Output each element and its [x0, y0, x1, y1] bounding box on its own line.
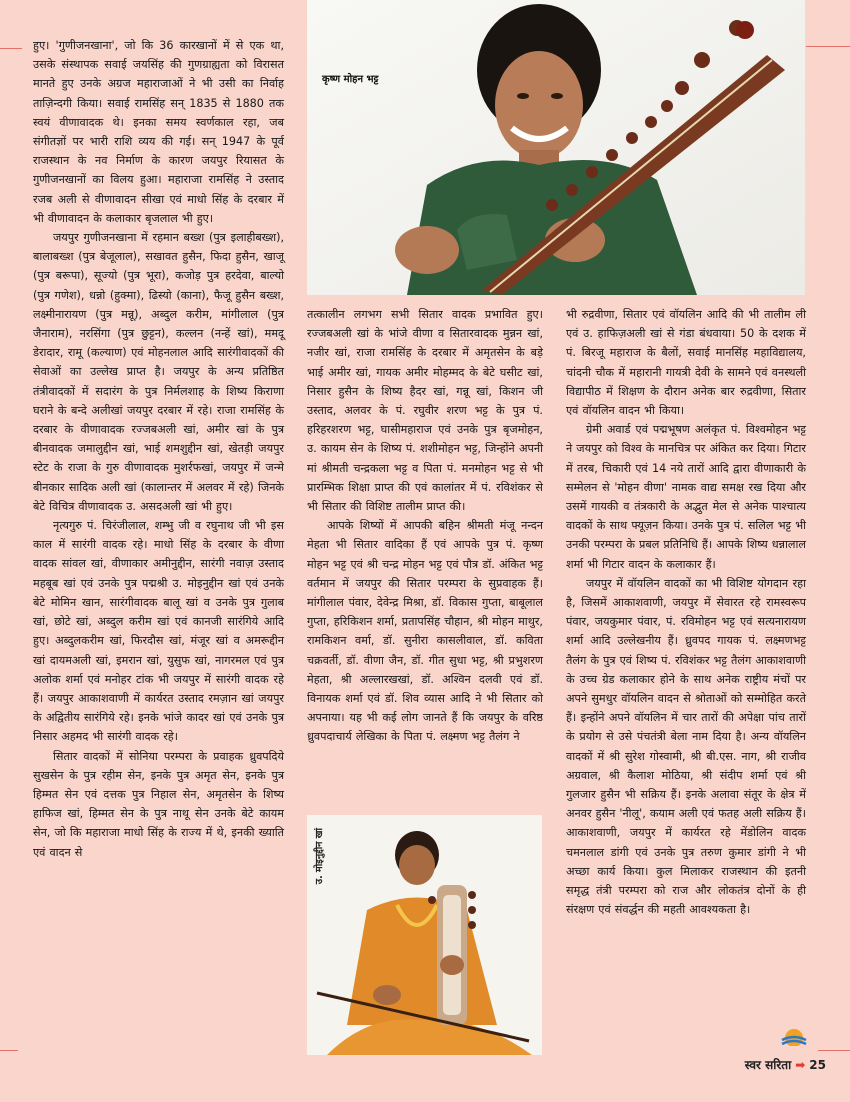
- right-edge-rule-bottom: [818, 1050, 850, 1051]
- sitar-player-illustration: [307, 0, 805, 295]
- magazine-logo-icon: [779, 1024, 809, 1046]
- article-column-2: [307, 305, 543, 747]
- right-edge-rule-top: [806, 46, 850, 47]
- top-photo-sitar-player: [307, 0, 805, 295]
- column2-paragraph-1: तत्कालीन लगभग सभी सितार वादक प्रभावित हुए। रज्जबअली खां के भांजे वीणा व सितारवादक मुन्नन खां, नजीर खां, राजा रामसिंह के दरबार में अमृतसेन के बड़े भाई अमीर खां, गायक अमीर मोहम्मद के बेटे घसीट खां, निसार हुसैन के शिष्य हैदर खां, गन्नू खां, किशन जी उस्ताद, अलवर के पं. रघुवीर शरण भट्ट के पुत्र पं. हरिहरशरण भट्ट, घासीमहाराज एवं उनके पुत्र बृजमोहन, उ. कायम सेन के शिष्य पं. शशीमोहन भट्ट, जिन्होंने अपनी मां श्रीमती चन्द्रकला भट्ट व पिता पं. मनमोहन भट्ट से भी प्रारम्भिक शिक्षा प्राप्त की एवं कालांतर में पं. रविशंकर से भी सितार की विशिष्ट तालीम प्राप्त की।: [307, 308, 543, 514]
- left-edge-rule-bottom: [0, 1050, 18, 1051]
- left-edge-rule-top: [0, 48, 22, 49]
- article-column-1: [33, 36, 284, 862]
- page-footer: [745, 1056, 826, 1073]
- column3-paragraph-1: भी रुद्रवीणा, सितार एवं वॉयलिन आदि की भी तालीम ली एवं उ. हाफिज़अली खां से गंडा बंधवाया। 50 के दशक में पं. बिरजू महाराज के बैलों, सवाई मानसिंह महाविद्यालय, चांदनी चौक में महारानी गायत्री देवी के सामने एवं वनस्थली विद्यापीठ में शिक्षण के दौरान अनेक बार रुद्रवीणा, सितार एवं वॉयलिन वादन भी किया।: [566, 308, 806, 418]
- top-photo-caption: कृष्ण मोहन भट्ट: [322, 74, 379, 85]
- article-column-3: [566, 305, 806, 920]
- column3-paragraph-2: ग्रेमी अवार्ड एवं पद्मभूषण अलंकृत पं. विश्वमोहन भट्ट ने जयपुर को विश्व के मानचित्र पर अंकित कर दिया। गिटार में तरब, चिकारी एवं 14 नये तारों आदि द्वारा वीणाकारी के सम्मेलन से 'मोहन वीणा' नामक वाद्य समक्ष रख दिया और उसमें गायकी व तंत्रकारी के अद्भुत मेल से अनेक पाश्चात्य वादकों के साथ फ्यूज़न किया। उनके पुत्र पं. सलिल भट्ट भी उनकी परम्परा के प्रबल प्रतिनिधि हैं। आपके शिष्य धन्नालाल शर्मा भी गिटार वादन के कलाकार हैं।: [566, 423, 806, 571]
- magazine-name: स्वर सरिता: [744, 1058, 792, 1072]
- column1-paragraph-2: जयपुर गुणीजनखाना में रहमान बख्श (पुत्र इलाहीबख्श), बालाबख्श (पुत्र बेजूलाल), सखावत हुसैन, फिदा हुसैन, खाजू (पुत्र बरूपा), सूज्यो (पुत्र भूरा), कजोड़ पुत्र हरदेवा, बाल्यो (पुत्र गणेश), धन्नो (हुक्मा), ढिस्यो (काना), फैजू हुसैन बख्श, लक्ष्मीनारायण (पुत्र मन्नू), अब्दुल करीम, मांगीलाल (पुत्र जैनाराम), नरसिंगा (पुत्र छुट्टन), कल्लन (नन्हें खां), ममदू डेरादार, रामू (कल्याण) एवं मोहनलाल आदि सारंगीवादकों की सेवाओं का उल्लेख प्राप्त है। जयपुर के अन्य प्रतिष्ठित तंत्रीवादकों में सदारंग के पुत्र निर्मलशाह के शिष्य किराणा घराने के बन्दे अलीखां जयपुर दरबार में रहे। राजा रामसिंह के दरबार के वीणावादक रज्जबअली खां, अमीर खां के पुत्र बीनवादक जमालुद्दीन खां, भाई शमशुद्दीन खां, खेतड़ी जयपुर स्टेट के राजा के गुरु वीणावादक मुशर्रफखां, जयपुर में जन्मे बीनकार सादिक अली खां (कालान्तर में अलवर में रहे) जिनके बेटे विचित्र वीणावादक उ. असदअली खां भी हुए।: [33, 231, 284, 513]
- column1-paragraph-4: सितार वादकों में सोनिया परम्परा के प्रवाहक ध्रुवपदिये सुखसेन के पुत्र रहीम सेन, इनके पुत्र अमृत सेन, इनके पुत्र हिम्मत सेन एवं दत्तक पुत्र निहाल सेन, अमृतसेन के शिष्य हाफिज खां, हिम्मत सेन के पुत्र नाथू सेन उनके बेटे कायम सेन, जो कि महाराजा माधो सिंह के राज्य में थे, इनकी ख्याति एवं वादन से: [33, 749, 284, 859]
- column2-paragraph-2: आपके शिष्यों में आपकी बहिन श्रीमती मंजू नन्दन मेहता भी सितार वादिका हैं एवं आपके पुत्र पं. कृष्ण मोहन भट्ट एवं श्री चन्द्र मोहन भट्ट एवं पौत्र डॉ. अंकित भट्ट वर्तमान में जयपुर की सितार परम्परा के सुप्रवाहक हैं। मांगीलाल पंवार, देवेन्द्र मिश्रा, डॉ. विकास गुप्ता, बाबूलाल गुप्ता, हरिकिशन शर्मा, प्रतापसिंह चौहान, श्री मोहन माथुर, रामकिशन वर्मा, डॉ. सुनीरा कासलीवाल, डॉ. कविता चक्रवर्ती, डॉ. वीणा जैन, डॉ. गीत सुधा भट्ट, श्री प्रभुशरण मेहता, श्री अल्लारखखां, डॉ. अश्विन दलवी एवं डॉ. विनायक शर्मा एवं डॉ. शिव व्यास आदि ने भी सितार को अपनाया। यह भी कई लोग जानते हैं कि जयपुर के वरिष्ठ ध्रुवपदाचार्य लेखिका के पिता पं. लक्ष्मण भट्ट तैलंग ने: [307, 519, 543, 744]
- column3-paragraph-3: जयपुर में वॉयलिन वादकों का भी विशिष्ट योगदान रहा है, जिसमें आकाशवाणी, जयपुर में सेवारत रहे रामस्वरूप पंवार, जयकुमार पंवार, पं. रविमोहन भट्ट एवं सत्यनारायण शर्मा आदि उल्लेखनीय हैं। ध्रुवपद गायक पं. लक्ष्मणभट्ट तैलंग के पुत्र एवं शिष्य पं. रविशंकर भट्ट तैलंग आकाशवाणी के उच्च ग्रेड कलाकार होने के साथ अनेक राष्ट्रीय मंचों पर अपने सुमधुर वॉयलिन वादन से श्रोताओं को सम्मोहित करते हैं। इन्होंने अपने वॉयलिन में चार तारों की अपेक्षा पांच तारों के प्रयोग से उसे पंचतंत्री बेला नाम दिया है। अन्य वॉयलिन वादकों में श्री सुरेश गोस्वामी, श्री बी.एस. नाग, श्री राजीव अग्रवाल, श्री कैलाश मोठिया, श्री संदीप शर्मा एवं श्री गुलजार हुसैन भी सक्रिय हैं। इनके अलावा संतूर के क्षेत्र में अनवर हुसैन 'नीलू', कयाम अली एवं फतह अली सक्रिय हैं। आकाशवाणी, जयपुर में कार्यरत रहे मेंडोलिन वादक चमनलाल डांगी एवं उनके पुत्र तरुण कुमार डांगी ने भी अच्छा कार्य किया। कुल मिलाकर राजस्थान की इतनी समृद्ध तंत्री परम्परा को राज और लोकतंत्र दोनों के ही संरक्षण एवं संवर्द्धन की महती आवश्यकता है।: [566, 576, 806, 917]
- column1-paragraph-1: हुए। 'गुणीजनखाना', जो कि 36 कारखानों में से एक था, उसके संस्थापक सवाई जयसिंह की गुणग्राह्यता को विरासत मानते हुए उनके अग्रज महाराजाओं ने भी उसी का निर्वाह ताज़िन्दगी किया। सवाई रामसिंह सन् 1835 से 1880 तक स्वयं वीणावादक थे। इनका समय स्वर्णकाल रहा, जब संगीतज्ञों पर भारी राशि व्यय की गई। सन् 1947 के पूर्व राजस्थान के नव निर्माण के कारण जयपुर रियासत के गुणीजनखानों का विलय हुआ। महाराजा रामसिंह ने उस्ताद रजब अली से वीणावादन सीखा एवं माधो सिंह के दरबार में भी वीणावादन के कलाकार बृजलाल भी हुए।: [33, 39, 284, 225]
- page-number: 25: [809, 1057, 826, 1072]
- sarangi-player-illustration: [307, 815, 542, 1055]
- bottom-photo-sarangi-player: [307, 815, 542, 1055]
- bottom-photo-caption: उ. मोइनुद्दीन खां: [314, 828, 325, 885]
- arrow-right-icon: ➡: [795, 1057, 806, 1072]
- column1-paragraph-3: नृत्यगुरु पं. चिरंजीलाल, शम्भु जी व रघुनाथ जी भी इस काल में सारंगी वादक रहे। माधो सिंह के दरबार के वीणा वादक सांवल खां, वीणाकार अमीनुद्दीन, सारंगी नवाज़ उस्ताद महबूब खां एवं उनके पुत्र पद्मश्री उ. मोइनुद्दीन खां एवं उनके बेटे मोमिन खान, सारंगीवादक बालू खां व उनके पुत्र गुलाब खां, छोटे खां, अब्दुल करीम खां एवं कानजी सारंगिये आदि हुए। अब्दुलकरीम खां, फिरदौस खां, मंजूर खां व अमरूद्दीन खां दायमअली खां, इमरान खां, युसुफ खां, नागरमल एवं पुत्र अलोक शर्मा एवं मनोहर टांक भी जयपुर में सारंगी वादक रहे हैं। जयपुर आकाशवाणी में कार्यरत उस्ताद रमज़ान खां जयपुर के अद्वितीय सारंगिये रहे। इनके भांजे कादर खां एवं उनके पुत्र निसार अहमद भी सारंगी वादक रहे।: [33, 519, 284, 744]
